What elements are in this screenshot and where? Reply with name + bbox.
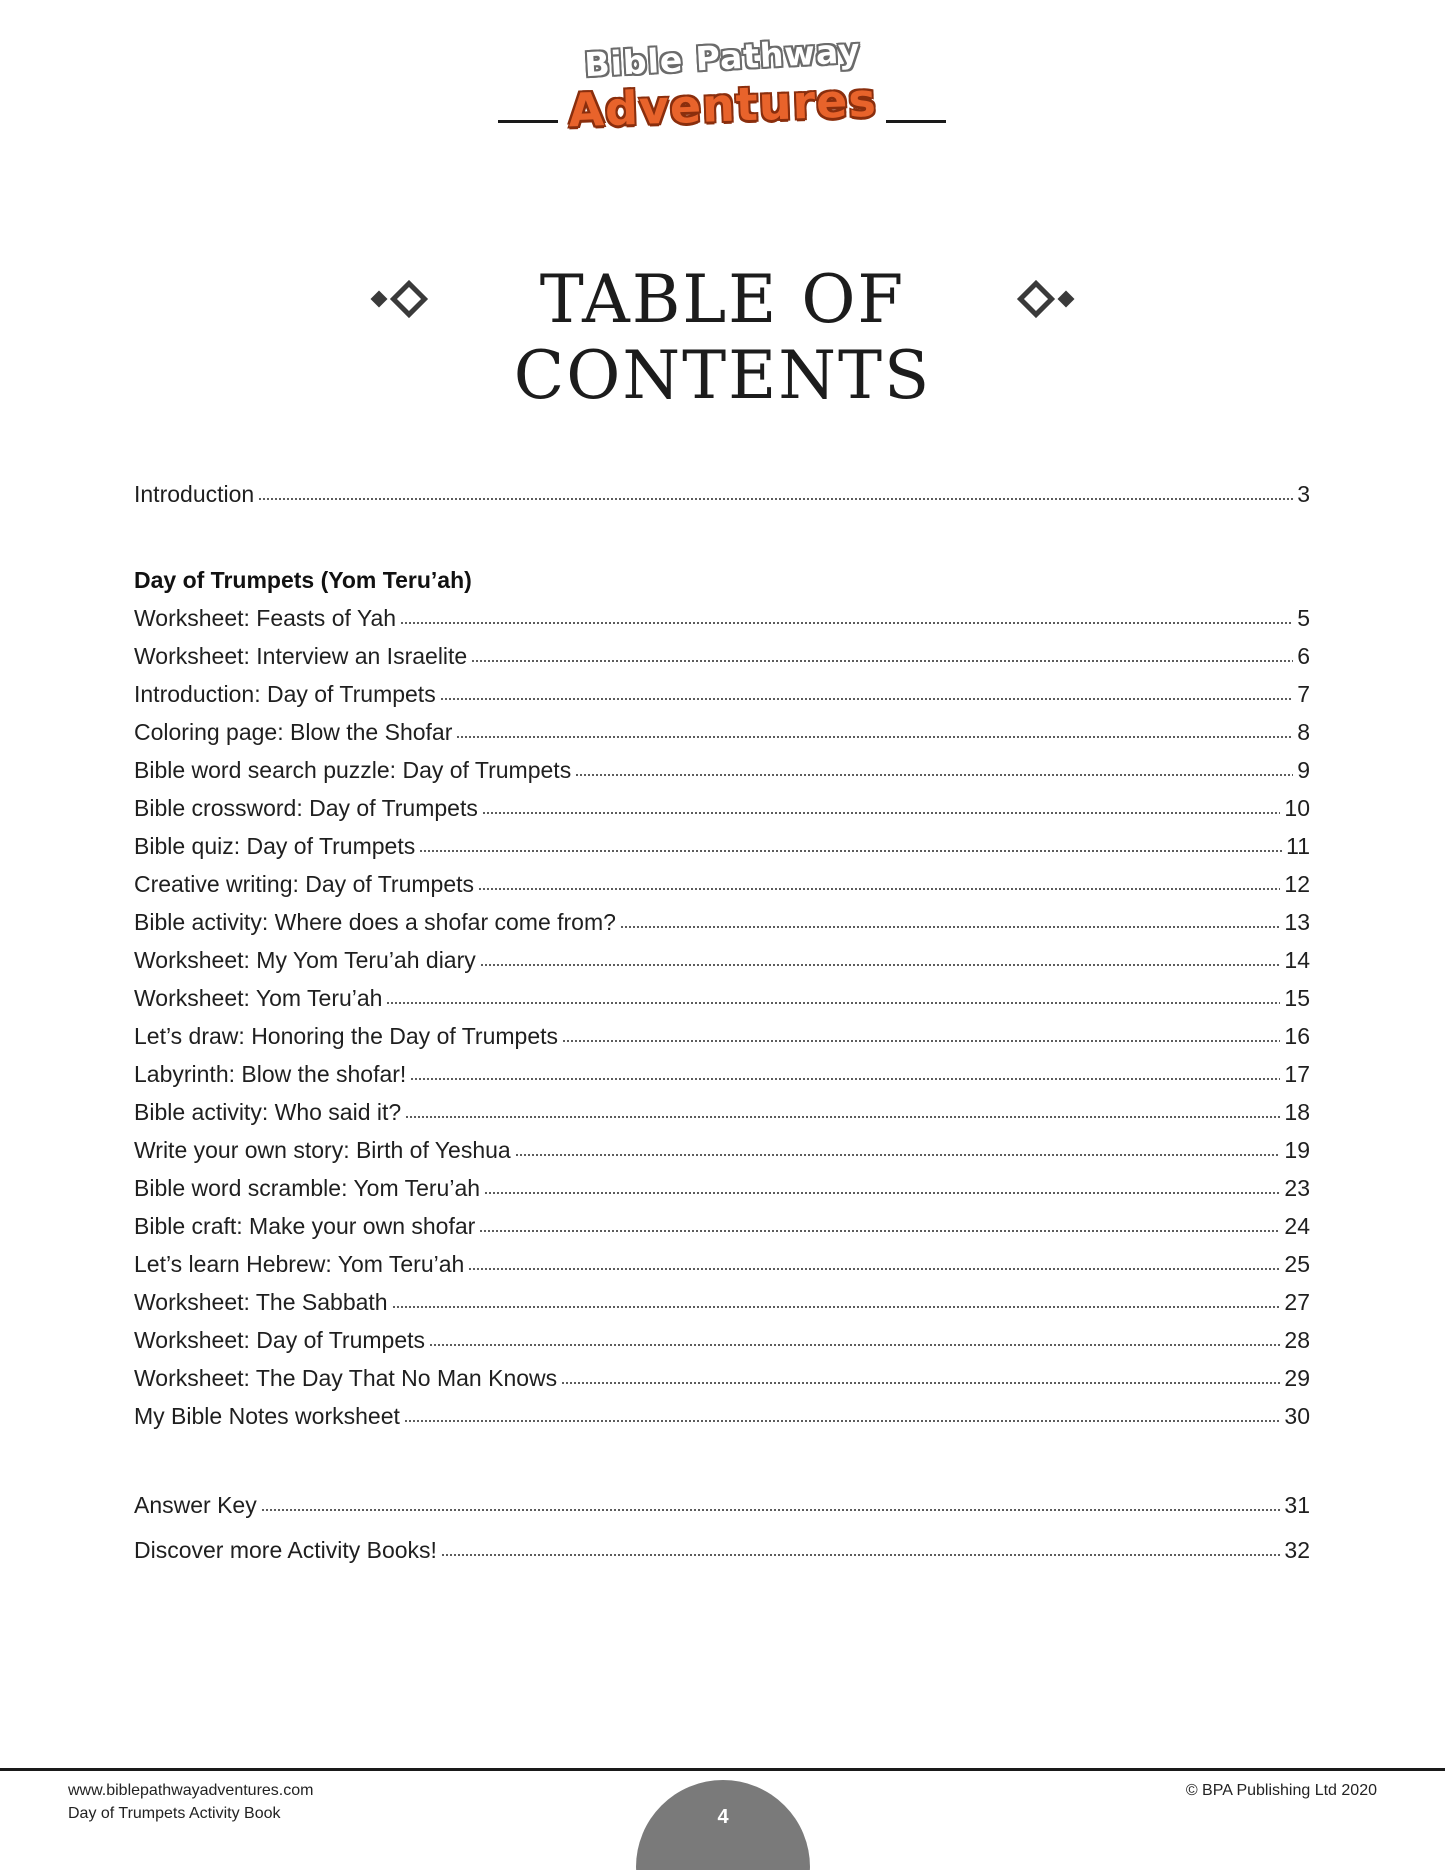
toc-entry[interactable] <box>134 1088 1310 1126</box>
toc-entry-page: 30 <box>1284 1403 1310 1429</box>
toc-entry[interactable] <box>134 594 1310 632</box>
dot-leader <box>468 1266 1280 1272</box>
toc-entry-page: 3 <box>1297 481 1310 507</box>
toc-entry-label: Worksheet: My Yom Teru’ah diary <box>134 947 476 973</box>
logo-text-bottom: Adventures <box>567 72 878 138</box>
toc-entry-label: Worksheet: Yom Teru’ah <box>134 985 383 1011</box>
toc-entry-label: Introduction <box>134 481 255 507</box>
toc-entry[interactable] <box>134 1050 1310 1088</box>
toc-entry-page: 24 <box>1284 1213 1310 1239</box>
toc-entry-label: Bible word scramble: Yom Teru’ah <box>134 1175 481 1201</box>
toc-entry-page: 10 <box>1284 795 1310 821</box>
toc-entry-label: Let’s learn Hebrew: Yom Teru’ah <box>134 1251 465 1277</box>
toc-entry-discover-more[interactable] <box>134 1526 1310 1564</box>
toc-entry-page: 5 <box>1297 605 1310 631</box>
toc-entry[interactable] <box>134 1354 1310 1392</box>
diamond-ornament-icon <box>1008 280 1080 320</box>
toc-entry-page: 8 <box>1297 719 1310 745</box>
toc-entry[interactable] <box>134 974 1310 1012</box>
logo-divider-left <box>498 120 558 123</box>
toc-entry[interactable] <box>134 1392 1310 1430</box>
toc-entry[interactable] <box>134 1202 1310 1240</box>
header-logo <box>0 30 1445 140</box>
title-row <box>0 261 1445 414</box>
toc-entry-label: Discover more Activity Books! <box>134 1537 437 1563</box>
toc-entry-label: Introduction: Day of Trumpets <box>134 681 436 707</box>
footer-copyright: © BPA Publishing Ltd 2020 <box>1185 1782 1377 1799</box>
dot-leader <box>562 1038 1280 1044</box>
toc-entry-label: Bible word search puzzle: Day of Trumpets <box>134 757 572 783</box>
toc-entry-label: Worksheet: The Day That No Man Knows <box>134 1365 558 1391</box>
footer-website-link[interactable]: www.biblepathwayadventures.com <box>68 1782 314 1799</box>
toc-entry-page: 18 <box>1284 1099 1310 1125</box>
dot-leader <box>620 924 1280 930</box>
toc-entry-page: 32 <box>1284 1537 1310 1563</box>
dot-leader <box>400 620 1293 626</box>
toc-entry-page: 28 <box>1284 1327 1310 1353</box>
dot-leader <box>405 1114 1280 1120</box>
toc-entry[interactable] <box>134 1278 1310 1316</box>
toc-entry-label: Write your own story: Birth of Yeshua <box>134 1137 511 1163</box>
toc-entry-page: 6 <box>1297 643 1310 669</box>
toc-entry[interactable] <box>134 1240 1310 1278</box>
dot-leader <box>440 696 1294 702</box>
section-heading: Day of Trumpets (Yom Teru’ah) <box>134 567 472 593</box>
toc-entry-page: 19 <box>1284 1137 1310 1163</box>
toc-entry-page: 12 <box>1284 871 1310 897</box>
toc-entry[interactable] <box>134 1012 1310 1050</box>
dot-leader <box>419 848 1282 854</box>
toc-entry-page: 9 <box>1297 757 1310 783</box>
dot-leader <box>471 658 1293 664</box>
toc-entry[interactable] <box>134 898 1310 936</box>
logo-divider-right <box>886 120 946 123</box>
toc-entry[interactable] <box>134 784 1310 822</box>
toc-entry[interactable] <box>134 670 1310 708</box>
toc-entry-label: Worksheet: Feasts of Yah <box>134 605 397 631</box>
toc-entry[interactable] <box>134 746 1310 784</box>
toc-entry[interactable] <box>134 708 1310 746</box>
toc-entry[interactable] <box>134 936 1310 974</box>
dot-leader <box>515 1152 1281 1158</box>
toc-entry-label: Labyrinth: Blow the shofar! <box>134 1061 407 1087</box>
dot-leader <box>261 1507 1281 1513</box>
toc-entry[interactable] <box>134 860 1310 898</box>
diamond-ornament-icon <box>365 280 437 320</box>
toc-entry-label: Creative writing: Day of Trumpets <box>134 871 475 897</box>
toc-entry-label: Bible activity: Who said it? <box>134 1099 402 1125</box>
toc-entry-page: 16 <box>1284 1023 1310 1049</box>
toc-entry-label: Answer Key <box>134 1492 257 1518</box>
dot-leader <box>456 734 1293 740</box>
toc-entry-label: Bible craft: Make your own shofar <box>134 1213 476 1239</box>
toc-entry-label: Bible quiz: Day of Trumpets <box>134 833 416 859</box>
page-title: TABLE OF CONTENTS <box>513 261 932 414</box>
toc-entry-label: Worksheet: Interview an Israelite <box>134 643 468 669</box>
dot-leader <box>480 962 1281 968</box>
dot-leader <box>404 1418 1281 1424</box>
toc-entry-page: 11 <box>1286 833 1310 859</box>
dot-leader <box>392 1304 1281 1310</box>
toc-entry[interactable] <box>134 1126 1310 1164</box>
dot-leader <box>441 1552 1280 1558</box>
toc-entry-page: 29 <box>1284 1365 1310 1391</box>
toc-entry-label: Bible activity: Where does a shofar come from? <box>134 909 616 935</box>
toc-entry-page: 14 <box>1284 947 1310 973</box>
toc-entry-page: 7 <box>1297 681 1310 707</box>
toc-entry-page: 25 <box>1284 1251 1310 1277</box>
dot-leader <box>484 1190 1280 1196</box>
logo-text-top: Bible Pathway <box>583 30 862 85</box>
dot-leader <box>258 496 1293 502</box>
toc-entry[interactable] <box>134 1316 1310 1354</box>
toc-entry-label: Worksheet: Day of Trumpets <box>134 1327 426 1353</box>
toc-entry-label: My Bible Notes worksheet <box>134 1403 400 1429</box>
footer-book-title: Day of Trumpets Activity Book <box>68 1805 281 1822</box>
toc-entry-page: 13 <box>1284 909 1310 935</box>
toc-entry-label: Coloring page: Blow the Shofar <box>134 719 453 745</box>
footer-divider <box>0 1768 1445 1771</box>
page-number: 4 <box>717 1806 729 1828</box>
dot-leader <box>386 1000 1280 1006</box>
toc-entry-label: Let’s draw: Honoring the Day of Trumpets <box>134 1023 559 1049</box>
dot-leader <box>429 1342 1280 1348</box>
toc-entry-page: 27 <box>1284 1289 1310 1315</box>
dot-leader <box>479 1228 1280 1234</box>
dot-leader <box>410 1076 1280 1082</box>
toc-entry-page: 31 <box>1284 1492 1310 1518</box>
toc-entry-label: Worksheet: The Sabbath <box>134 1289 388 1315</box>
dot-leader <box>482 810 1281 816</box>
toc-entry-page: 15 <box>1284 985 1310 1011</box>
toc-entry-introduction[interactable] <box>134 470 1310 508</box>
dot-leader <box>561 1380 1280 1386</box>
footer-left <box>68 1779 313 1825</box>
toc-entry[interactable] <box>134 1164 1310 1202</box>
dot-leader <box>575 772 1293 778</box>
toc-entry-label: Bible crossword: Day of Trumpets <box>134 795 478 821</box>
toc-entry-page: 17 <box>1284 1061 1310 1087</box>
toc-entry-page: 23 <box>1284 1175 1310 1201</box>
toc-entry[interactable] <box>134 822 1310 860</box>
dot-leader <box>478 886 1280 892</box>
toc-entry[interactable] <box>134 632 1310 670</box>
toc-entry-answer-key[interactable] <box>134 1481 1310 1519</box>
